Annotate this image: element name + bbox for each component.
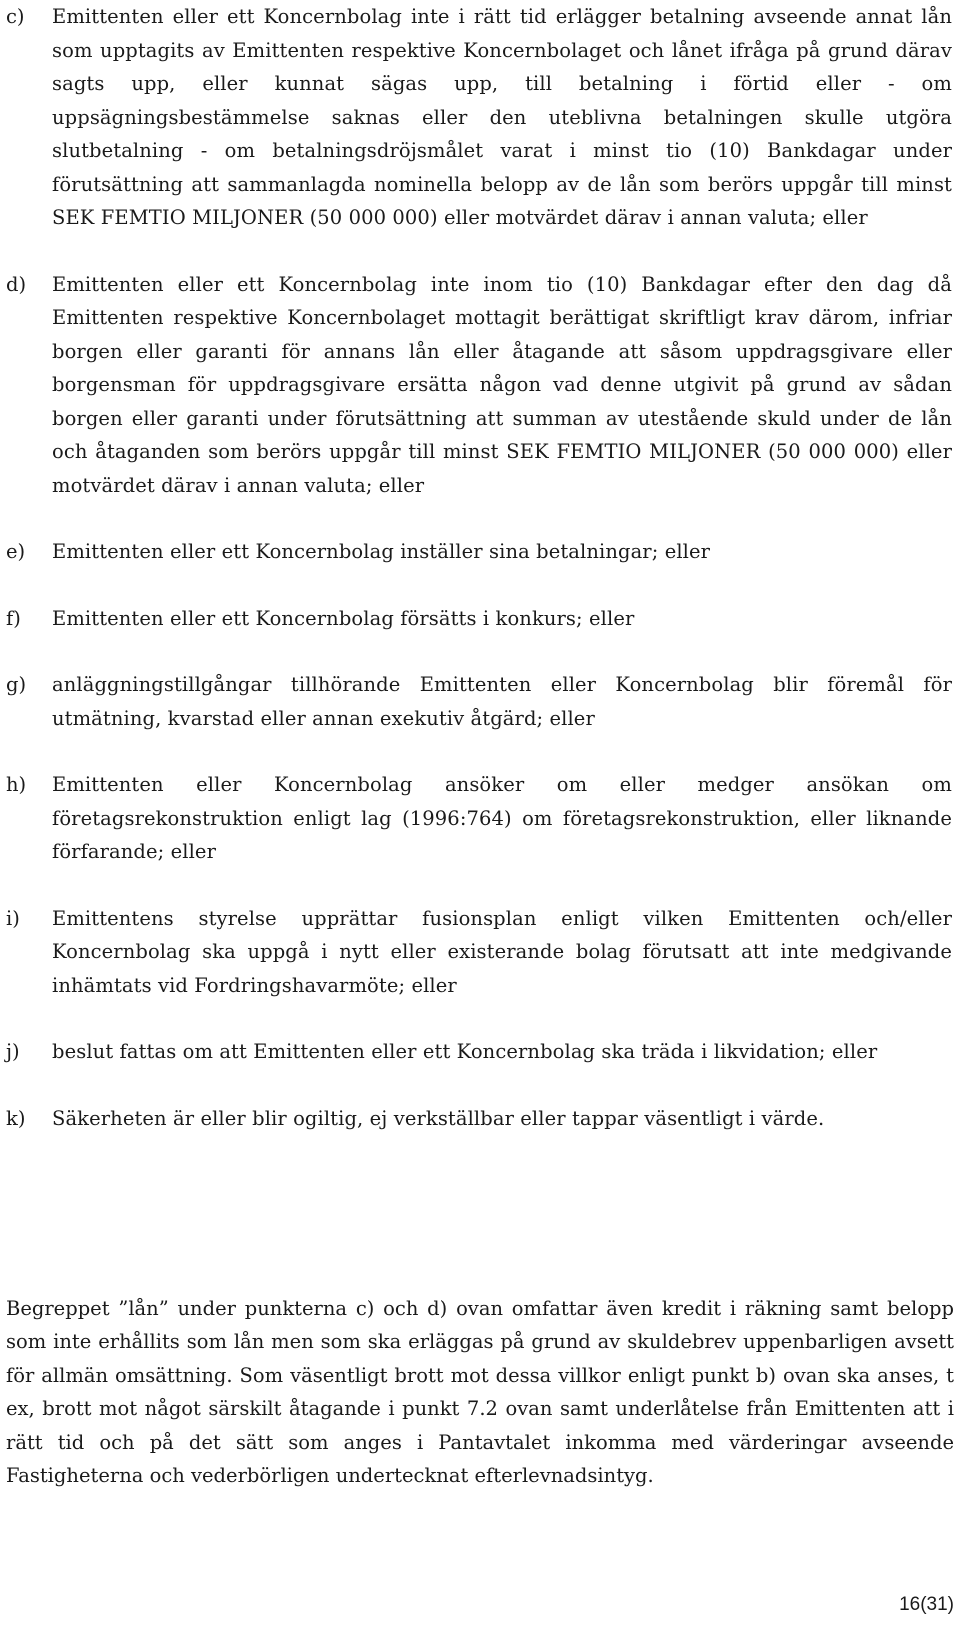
item-text: Emittenten eller ett Koncernbolag inte i rätt tid erlägger betalning avseende annat lån som upptagits av Emittenten respektive Koncernbolaget och lånet ifråga på grund därav sagts upp, eller kunnat sägas upp, till betalning i förtid eller - om uppsägningsbestämmelse saknas eller den uteblivna betalningen skulle utgöra slutbetalning - om betalningsdröjsmålet varat i minst tio (10) Bankdagar under förutsättning att sammanlagda nominella belopp av de lån som berörs uppgår till minst SEK FEMTIO MILJONER (50 000 000) eller motvärdet därav i annan valuta; eller	[52, 5, 952, 229]
list-item-j	[6, 1035, 956, 1069]
list-item-f	[6, 602, 956, 636]
item-text: Emittenten eller Koncernbolag ansöker om eller medger ansökan om företagsrekonstruktion enligt lag (1996:764) om företagsrekonstruktion, eller liknande förfarande; eller	[52, 773, 952, 863]
item-text: Emittenten eller ett Koncernbolag inställer sina betalningar; eller	[52, 540, 711, 563]
list-item-e	[6, 535, 956, 569]
item-text: Emittenten eller ett Koncernbolag inte inom tio (10) Bankdagar efter den dag då Emittenten respektive Koncernbolaget mottagit berättigat skriftligt krav därom, infriar borgen eller garanti för annans lån eller åtagande att såsom uppdragsgivare eller borgensman för uppdragsgivare ersätta någon vad denne utgivit på grund av sådan borgen eller garanti under förutsättning att summan av utestående skuld under de lån och åtaganden som berörs uppgår till minst SEK FEMTIO MILJONER (50 000 000) eller motvärdet därav i annan valuta; eller	[52, 272, 952, 497]
item-text: Emittentens styrelse upprättar fusionsplan enligt vilken Emittenten och/eller Koncernbolag ska uppgå i nytt eller existerande bolag förutsatt att inte medgivande inhämtats vid Fordringshavarmöte; eller	[52, 906, 952, 997]
list-item-d	[6, 268, 956, 503]
closing-paragraph: Begreppet ”lån” under punkterna c) och d) ovan omfattar även kredit i räkning samt belopp som inte erhållits som lån men som ska erläggas på grund av skuldebrev uppenbarligen avsett för allmän omsättning. Som väsentligt brott mot dessa villkor enligt punkt b) ovan ska anses, t ex, brott mot något särskilt åtagande i punkt 7.2 ovan samt underlåtelse från Emittenten att i rätt tid och på det sätt som anges i Pantavtalet inkomma med värderingar avseende Fastigheterna och vederbörligen undertecknat efterlevnadsintyg.	[6, 1296, 954, 1487]
item-marker: f)	[6, 606, 21, 630]
item-text: Emittenten eller ett Koncernbolag försätts i konkurs; eller	[52, 606, 635, 630]
item-marker: k)	[6, 1106, 26, 1130]
list-item-c	[6, 0, 956, 235]
list-item-h	[6, 768, 956, 869]
list-item-i	[6, 902, 956, 1003]
condition-list	[6, 0, 956, 1168]
item-text: beslut fattas om att Emittenten eller ett Koncernbolag ska träda i likvidation; eller	[52, 1040, 878, 1063]
item-marker: d)	[6, 272, 27, 296]
item-marker: j)	[6, 1040, 20, 1063]
item-marker: g)	[6, 673, 27, 696]
item-marker: e)	[6, 540, 26, 563]
item-marker: i)	[6, 906, 20, 930]
item-text: anläggningstillgångar tillhörande Emittenten eller Koncernbolag blir föremål för utmätning, kvarstad eller annan exekutiv åtgärd; eller	[52, 673, 952, 730]
page-number: 16(31)	[899, 1594, 954, 1615]
list-item-g	[6, 668, 956, 735]
item-marker: h)	[6, 773, 27, 796]
item-text: Säkerheten är eller blir ogiltig, ej verkställbar eller tappar väsentligt i värde.	[52, 1106, 825, 1130]
item-marker: c)	[6, 5, 25, 28]
list-item-k	[6, 1102, 956, 1136]
